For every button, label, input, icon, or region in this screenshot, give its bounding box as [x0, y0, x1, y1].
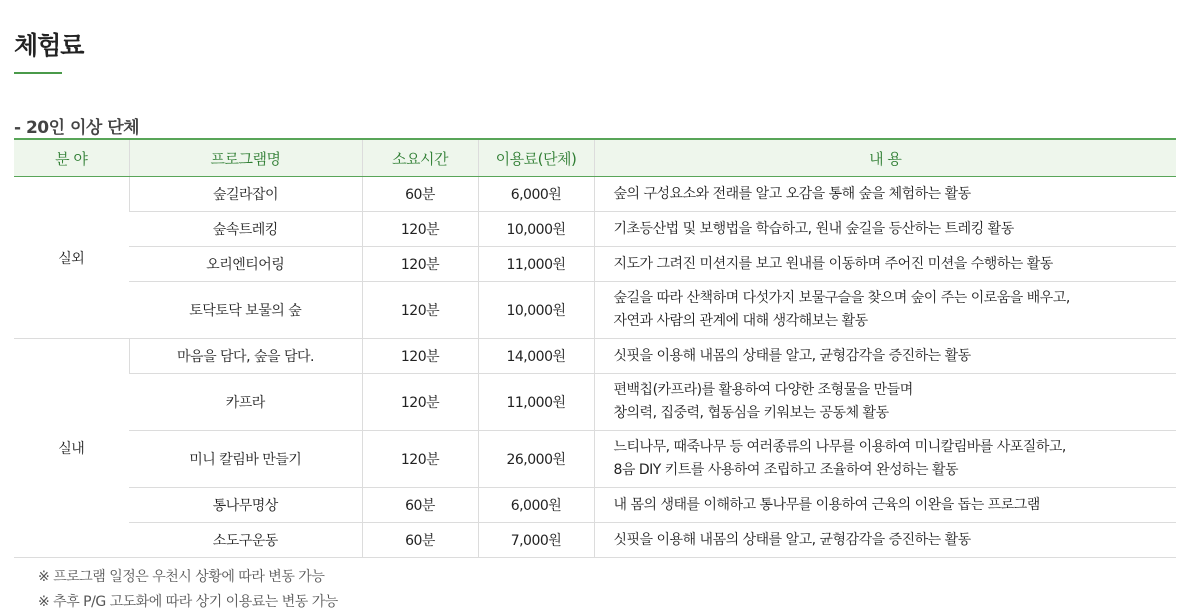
program-cell: 숲속트레킹 [129, 212, 362, 247]
program-cell: 토닥토닥 보물의 숲 [129, 282, 362, 339]
note-weather: ※ 프로그램 일정은 우천시 상황에 따라 변동 가능 [38, 569, 325, 585]
notes [38, 566, 338, 616]
header-program: 프로그램명 [129, 139, 362, 177]
duration-cell: 120분 [362, 282, 478, 339]
duration-cell: 60분 [362, 177, 478, 212]
content-cell [594, 177, 1176, 212]
fee-cell: 11,000원 [478, 374, 594, 431]
content-line: 내 몸의 생태를 이해하고 통나무를 이용하여 근육의 이완을 돕는 프로그램 [613, 496, 1040, 513]
content-cell [594, 247, 1176, 282]
program-cell: 소도구운동 [129, 523, 362, 558]
table-row [14, 431, 1176, 488]
content-cell [594, 282, 1176, 339]
content-line: 창의력, 집중력, 협동심을 키워보는 공동체 활동 [613, 405, 889, 421]
table-row [14, 212, 1176, 247]
content-line: 싯핏을 이용해 내몸의 상태를 알고, 균형감각을 증진하는 활동 [613, 531, 971, 548]
content-line: 8음 DIY 키트를 사용하여 조립하고 조율하여 완성하는 활동 [613, 462, 959, 478]
header-fee: 이용료(단체) [478, 139, 594, 177]
duration-cell: 120분 [362, 247, 478, 282]
table-row [14, 282, 1176, 339]
note-fee-change: ※ 추후 P/G 고도화에 따라 상기 이용료는 변동 가능 [38, 594, 338, 610]
field-cell: 실외 [14, 177, 129, 339]
fee-cell: 26,000원 [478, 431, 594, 488]
table-row [14, 247, 1176, 282]
table-row [14, 339, 1176, 374]
content-cell [594, 488, 1176, 523]
fee-cell: 7,000원 [478, 523, 594, 558]
field-cell: 실내 [14, 339, 129, 558]
fee-table [14, 138, 1176, 558]
content-cell [594, 339, 1176, 374]
fee-cell: 10,000원 [478, 282, 594, 339]
table-header-row [14, 139, 1176, 177]
program-cell: 숲길라잡이 [129, 177, 362, 212]
content-cell [594, 212, 1176, 247]
header-duration: 소요시간 [362, 139, 478, 177]
program-cell: 마음을 담다, 숲을 담다. [129, 339, 362, 374]
duration-cell: 120분 [362, 212, 478, 247]
duration-cell: 120분 [362, 431, 478, 488]
content-line: 기초등산법 및 보행법을 학습하고, 원내 숲길을 등산하는 트레킹 활동 [613, 220, 1014, 237]
program-cell: 오리엔티어링 [129, 247, 362, 282]
content-cell [594, 431, 1176, 488]
program-cell: 통나무명상 [129, 488, 362, 523]
content-line: 편백칩(카프라)를 활용하여 다양한 조형물을 만들며 [613, 382, 913, 398]
content-cell [594, 523, 1176, 558]
header-field: 분 야 [14, 139, 129, 177]
table-row [14, 523, 1176, 558]
title-underline [14, 72, 62, 74]
table-row [14, 488, 1176, 523]
fee-cell: 14,000원 [478, 339, 594, 374]
duration-cell: 120분 [362, 374, 478, 431]
duration-cell: 60분 [362, 488, 478, 523]
content-cell [594, 374, 1176, 431]
program-cell: 미니 칼림바 만들기 [129, 431, 362, 488]
page-title: 체험료 [14, 31, 84, 60]
content-line: 숲의 구성요소와 전래를 알고 오감을 통해 숲을 체험하는 활동 [613, 185, 971, 202]
table-row [14, 374, 1176, 431]
duration-cell: 60분 [362, 523, 478, 558]
fee-cell: 6,000원 [478, 177, 594, 212]
content-line: 느티나무, 때죽나무 등 여러종류의 나무를 이용하여 미니칼림바를 사포질하고, [613, 439, 1066, 455]
content-line: 싯핏을 이용해 내몸의 상태를 알고, 균형감각을 증진하는 활동 [613, 347, 971, 364]
program-cell: 카프라 [129, 374, 362, 431]
fee-cell: 11,000원 [478, 247, 594, 282]
fee-cell: 6,000원 [478, 488, 594, 523]
fee-cell: 10,000원 [478, 212, 594, 247]
table-row [14, 177, 1176, 212]
header-content: 내 용 [594, 139, 1176, 177]
section-title: - 20인 이상 단체 [14, 118, 140, 138]
content-line: 지도가 그려진 미션지를 보고 원내를 이동하며 주어진 미션을 수행하는 활동 [613, 255, 1053, 272]
content-line: 자연과 사람의 관계에 대해 생각해보는 활동 [613, 313, 868, 329]
duration-cell: 120분 [362, 339, 478, 374]
content-line: 숲길을 따라 산책하며 다섯가지 보물구슬을 찾으며 숲이 주는 이로움을 배우고, [613, 290, 1070, 306]
